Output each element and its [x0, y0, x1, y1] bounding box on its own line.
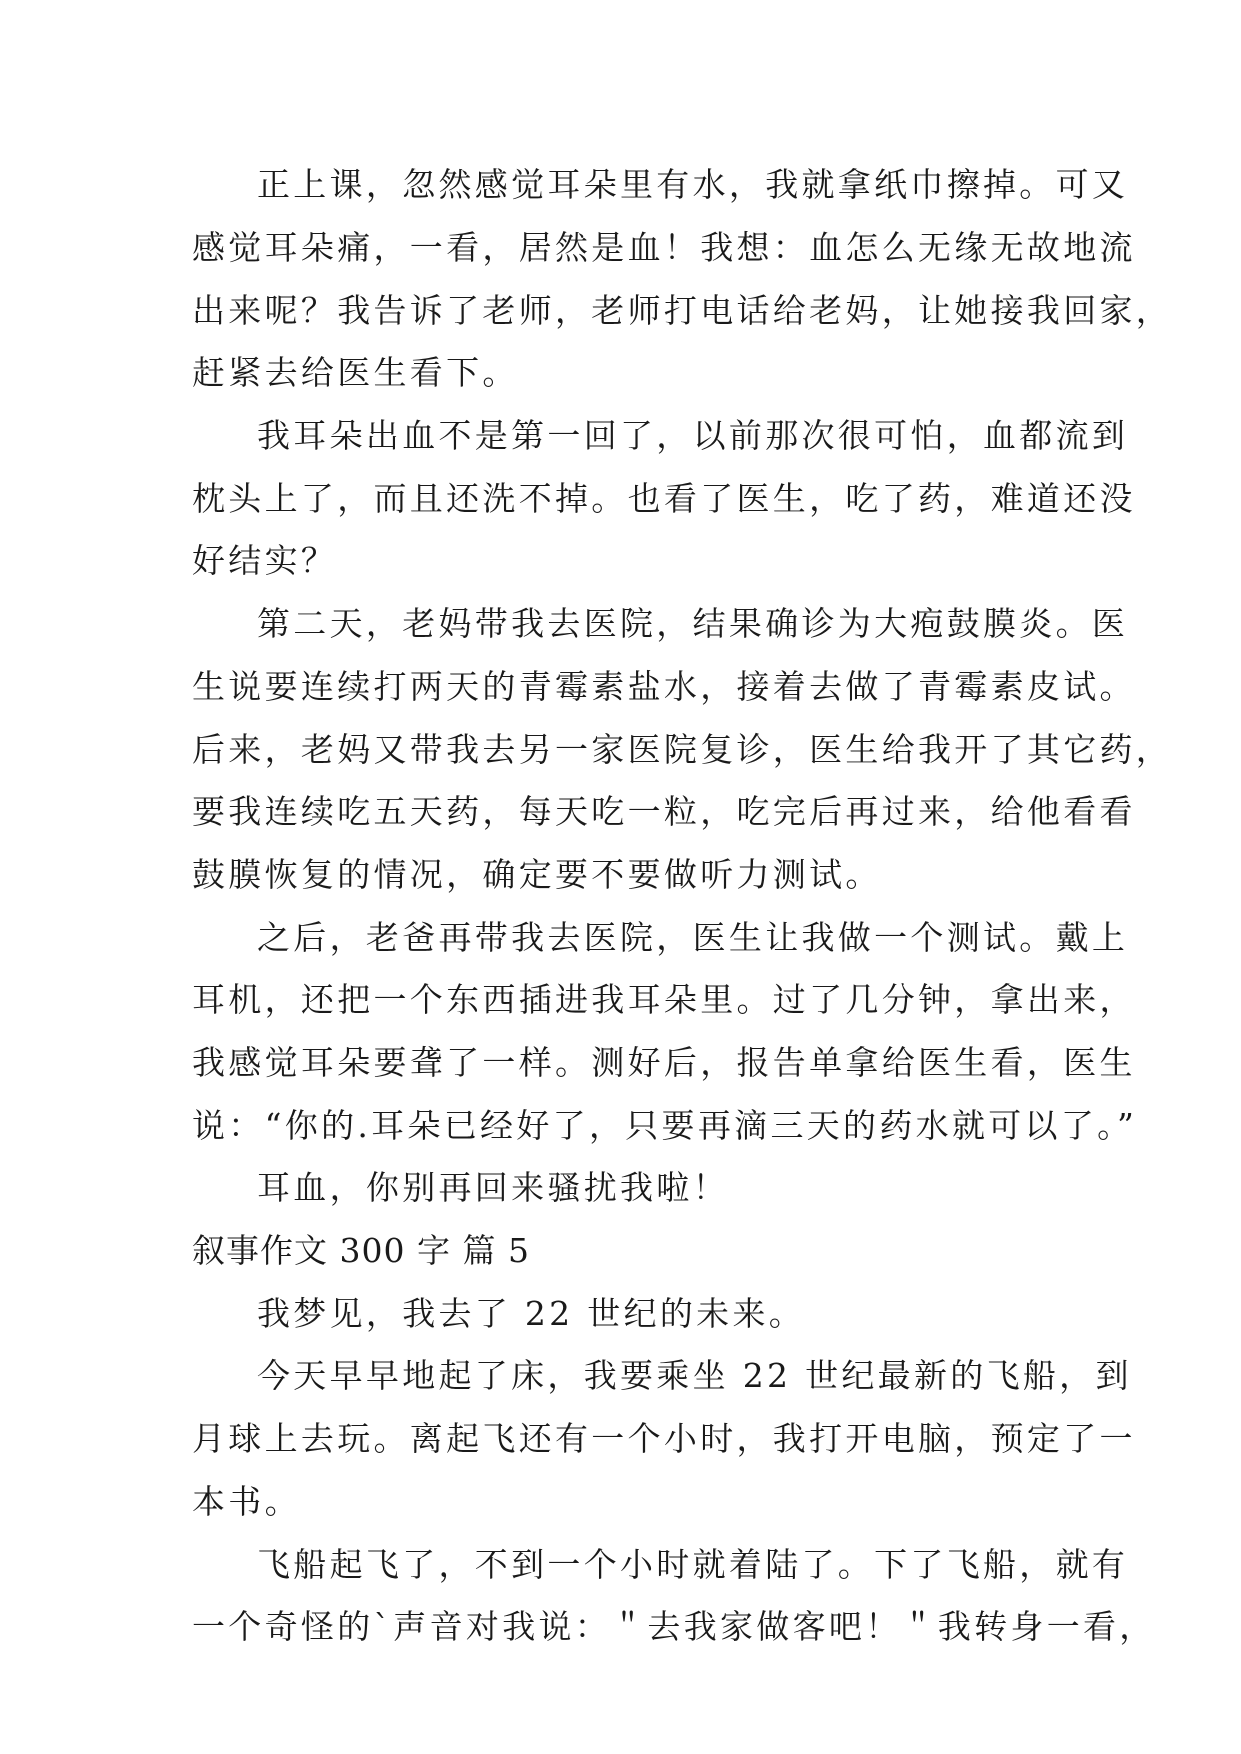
paragraph-line: 今天早早地起了床，我要乘坐 22 世纪最新的飞船，到	[257, 1356, 1132, 1395]
paragraph-line: 我梦见，我去了 22 世纪的未来。	[257, 1294, 806, 1333]
paragraph-line: 本书。	[192, 1482, 301, 1521]
paragraph-line: 要我连续吃五天药，每天吃一粒，吃完后再过来，给他看看	[192, 792, 1136, 831]
paragraph-line: 之后，老爸再带我去医院，医生让我做一个测试。戴上	[257, 918, 1129, 957]
paragraph-line: 好结实？	[192, 541, 338, 580]
paragraph-line: 感觉耳朵痛，一看，居然是血！我想：血怎么无缘无故地流	[192, 228, 1136, 267]
paragraph-line: 我感觉耳朵要聋了一样。测好后，报告单拿给医生看，医生	[192, 1043, 1136, 1082]
paragraph-line: 枕头上了，而且还洗不掉。也看了医生，吃了药，难道还没	[192, 479, 1136, 518]
paragraph-line: 第二天，老妈带我去医院，结果确诊为大疱鼓膜炎。医	[257, 604, 1129, 643]
paragraph-line: 说：“你的.耳朵已经好了，只要再滴三天的药水就可以了。”	[192, 1106, 1138, 1145]
paragraph-line: 月球上去玩。离起飞还有一个小时，我打开电脑，预定了一	[192, 1419, 1136, 1458]
paragraph-line: 赶紧去给医生看下。	[192, 353, 519, 392]
paragraph-line: 正上课，忽然感觉耳朵里有水，我就拿纸巾擦掉。可又	[257, 165, 1129, 204]
paragraph-line: 出来呢？我告诉了老师，老师打电话给老妈，让她接我回家，	[192, 291, 1173, 330]
paragraph-line: 鼓膜恢复的情况，确定要不要做听力测试。	[192, 855, 882, 894]
paragraph-line: 后来，老妈又带我去另一家医院复诊，医生给我开了其它药，	[192, 730, 1173, 769]
paragraph-line: 耳机，还把一个东西插进我耳朵里。过了几分钟，拿出来，	[192, 980, 1136, 1019]
paragraph-line: 一个奇怪的`声音对我说：＂去我家做客吧！＂我转身一看，	[192, 1607, 1156, 1646]
paragraph-line: 我耳朵出血不是第一回了，以前那次很可怕，血都流到	[257, 416, 1129, 455]
paragraph-line: 生说要连续打两天的青霉素盐水，接着去做了青霉素皮试。	[192, 667, 1136, 706]
paragraph-line: 耳血，你别再回来骚扰我啦！	[257, 1168, 729, 1207]
paragraph-line: 飞船起飞了，不到一个小时就着陆了。下了飞船，就有	[257, 1545, 1129, 1584]
section-heading: 叙事作文 300 字 篇 5	[192, 1231, 530, 1270]
